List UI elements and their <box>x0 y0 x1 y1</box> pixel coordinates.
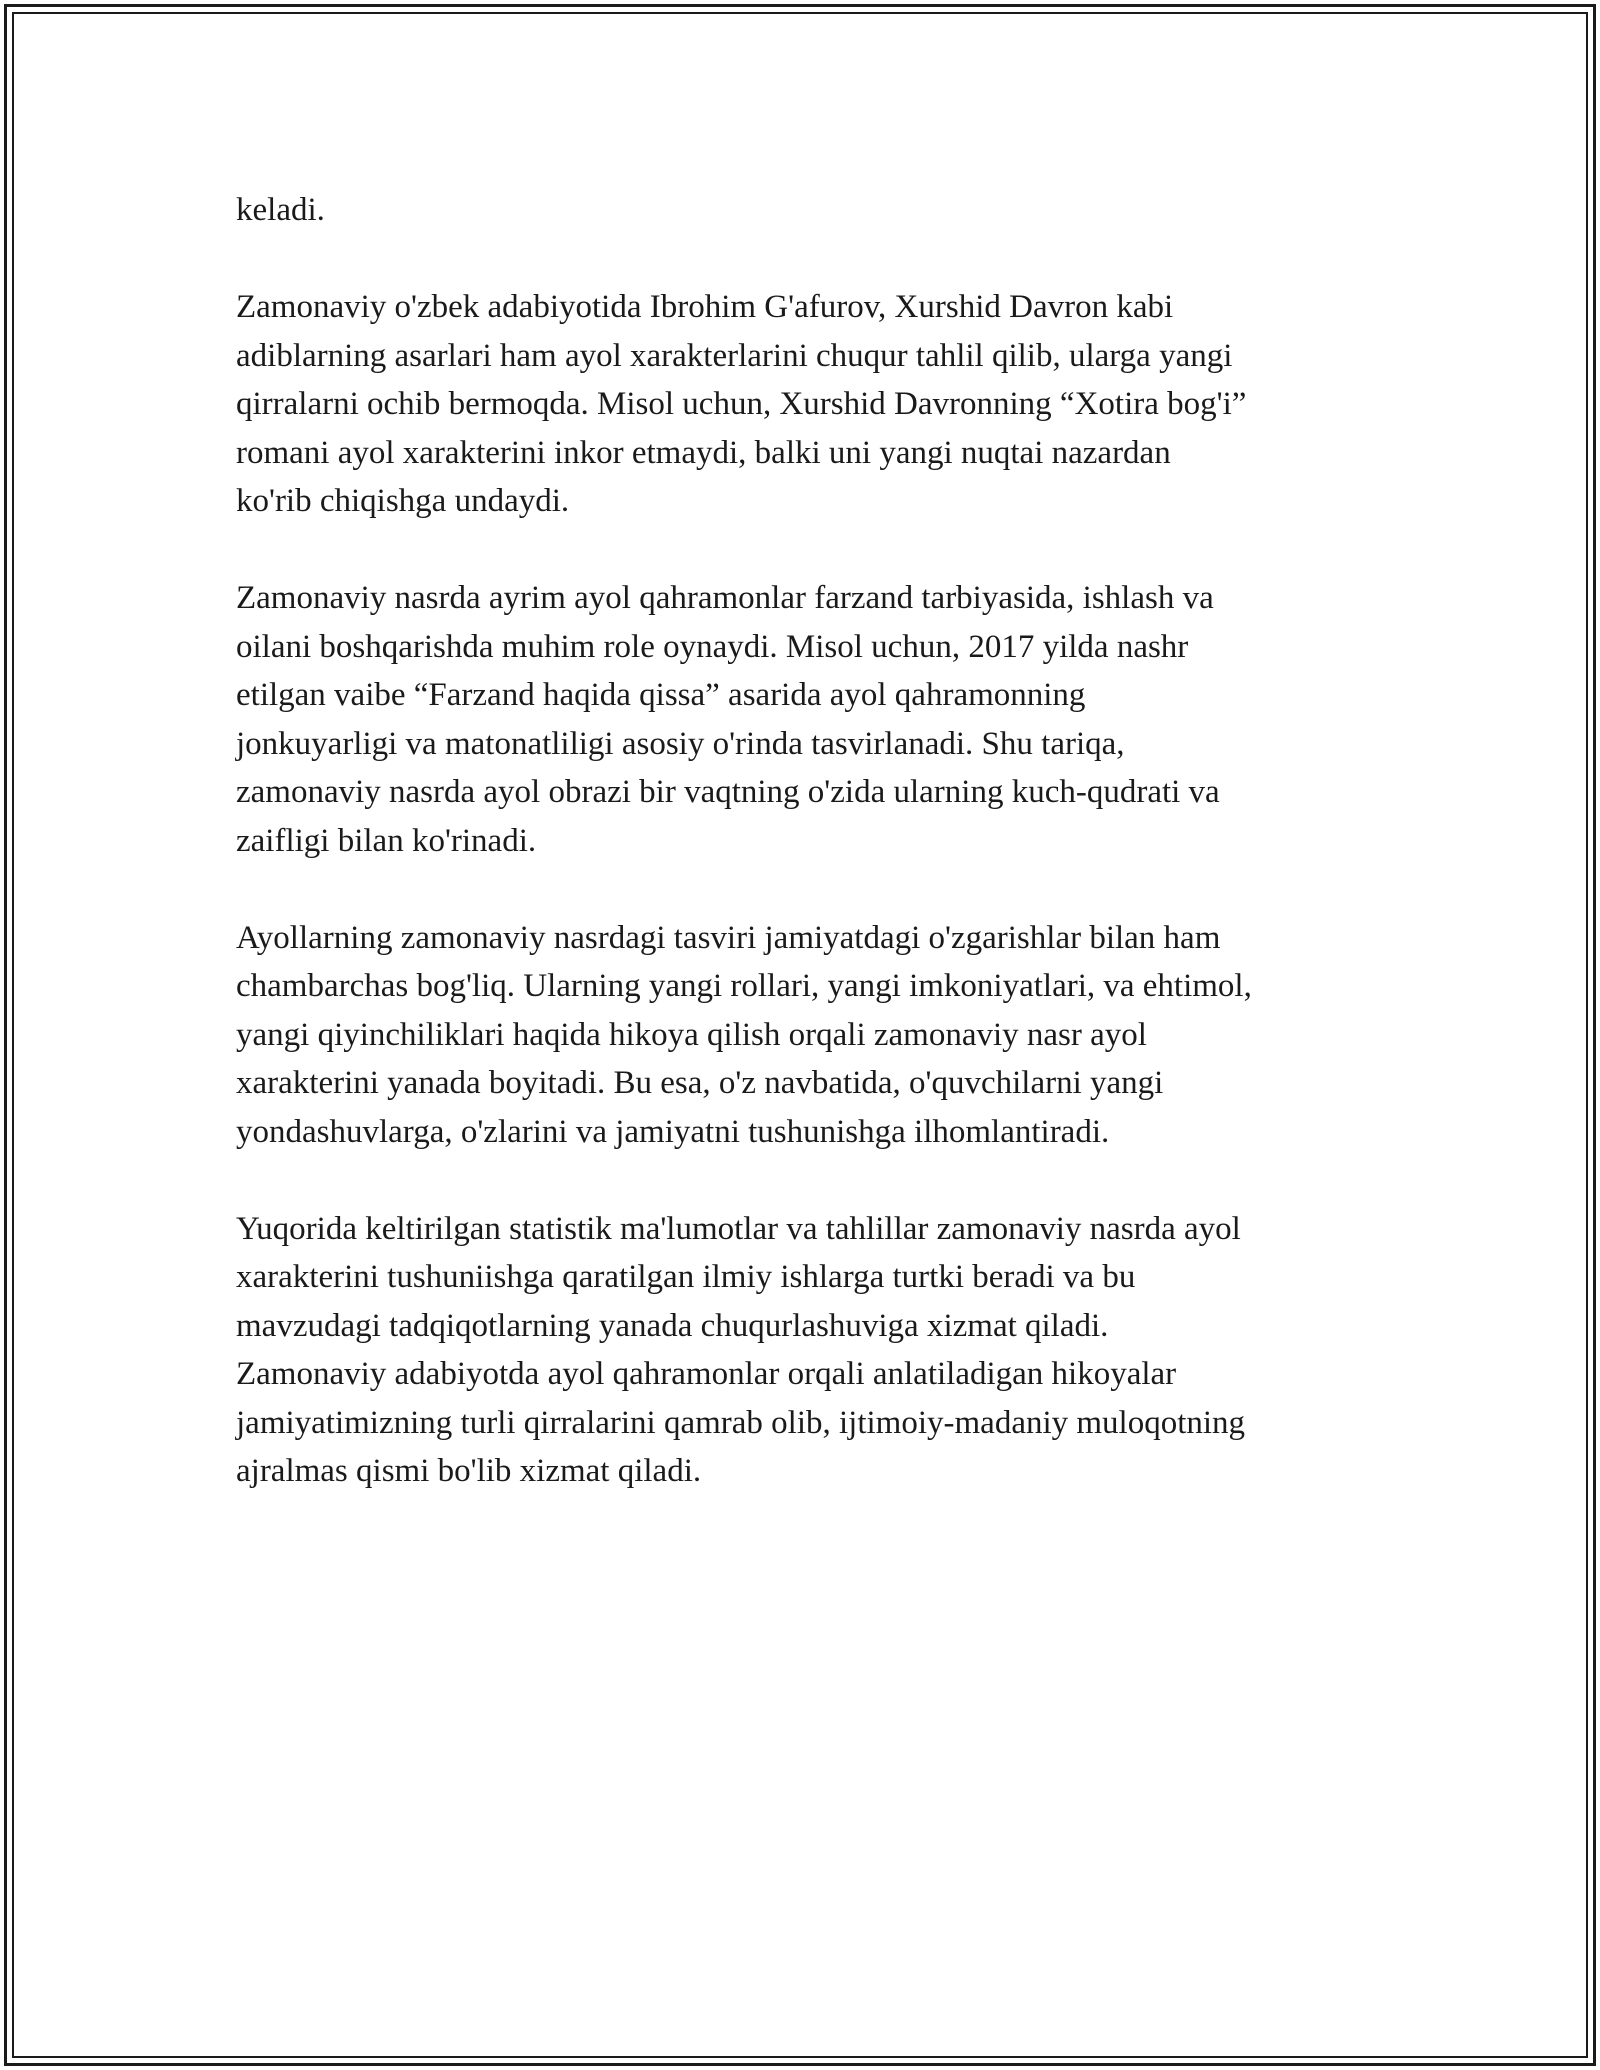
text-line: mavzudagi tadqiqotlarning yanada chuqurlashuviga xizmat qiladi. <box>236 1307 1109 1344</box>
text-line: Zamonaviy o'zbek adabiyotida Ibrohim G'afurov, Xurshid Davron kabi <box>236 289 1174 325</box>
document-body <box>236 186 1386 1544</box>
paragraph <box>236 283 1386 526</box>
text-line: adiblarning asarlari ham ayol xarakterlarini chuqur tahlil qilib, ularga yangi <box>236 337 1233 374</box>
text-line: Ayollarning zamonaviy nasrdagi tasviri jamiyatdagi o'zgarishlar bilan ham <box>236 919 1221 956</box>
text-line: xarakterini yanada boyitadi. Bu esa, o'z navbatida, o'quvchilarni yangi <box>236 1065 1164 1101</box>
text-line: keladi. <box>236 192 325 228</box>
text-line: jamiyatimizning turli qirralarini qamrab olib, ijtimoiy-madaniy muloqotning <box>236 1404 1246 1441</box>
paragraph <box>236 574 1386 865</box>
text-line: etilgan vaibe “Farzand haqida qissa” asarida ayol qahramonning <box>236 677 1086 713</box>
text-line: jonkuyarligi va matonatliligi asosiy o'rinda tasvirlanadi. Shu tariqa, <box>236 725 1125 762</box>
text-line: yangi qiyinchiliklari haqida hikoya qilish orqali zamonaviy nasr ayol <box>236 1016 1147 1053</box>
text-line: Yuqorida keltirilgan statistik ma'lumotlar va tahlillar zamonaviy nasrda ayol <box>236 1210 1241 1247</box>
text-line: Zamonaviy nasrda ayrim ayol qahramonlar farzand tarbiyasida, ishlash va <box>236 580 1214 616</box>
text-line: chambarchas bog'liq. Ularning yangi rollari, yangi imkoniyatlari, va ehtimol, <box>236 968 1252 1004</box>
text-line: romani ayol xarakterini inkor etmaydi, balki uni yangi nuqtai nazardan <box>236 434 1171 471</box>
text-line: oilani boshqarishda muhim role oynaydi. Misol uchun, 2017 yilda nashr <box>236 628 1189 665</box>
paragraph <box>236 1205 1386 1496</box>
text-line: xarakterini tushuniishga qaratilgan ilmiy ishlarga turtki beradi va bu <box>236 1259 1136 1295</box>
paragraph <box>236 914 1386 1157</box>
text-line: zamonaviy nasrda ayol obrazi bir vaqtning o'zida ularning kuch-qudrati va <box>236 774 1220 810</box>
text-line: yondashuvlarga, o'zlarini va jamiyatni tushunishga ilhomlantiradi. <box>236 1113 1110 1150</box>
text-line: zaifligi bilan ko'rinadi. <box>236 822 537 859</box>
text-line: Zamonaviy adabiyotda ayol qahramonlar orqali anlatiladigan hikoyalar <box>236 1356 1177 1392</box>
text-line: qirralarni ochib bermoqda. Misol uchun, Xurshid Davronning “Xotira bog'i” <box>236 386 1247 422</box>
paragraph <box>236 186 1386 235</box>
text-line: ajralmas qismi bo'lib xizmat qiladi. <box>236 1453 702 1489</box>
text-line: ko'rib chiqishga undaydi. <box>236 483 570 519</box>
